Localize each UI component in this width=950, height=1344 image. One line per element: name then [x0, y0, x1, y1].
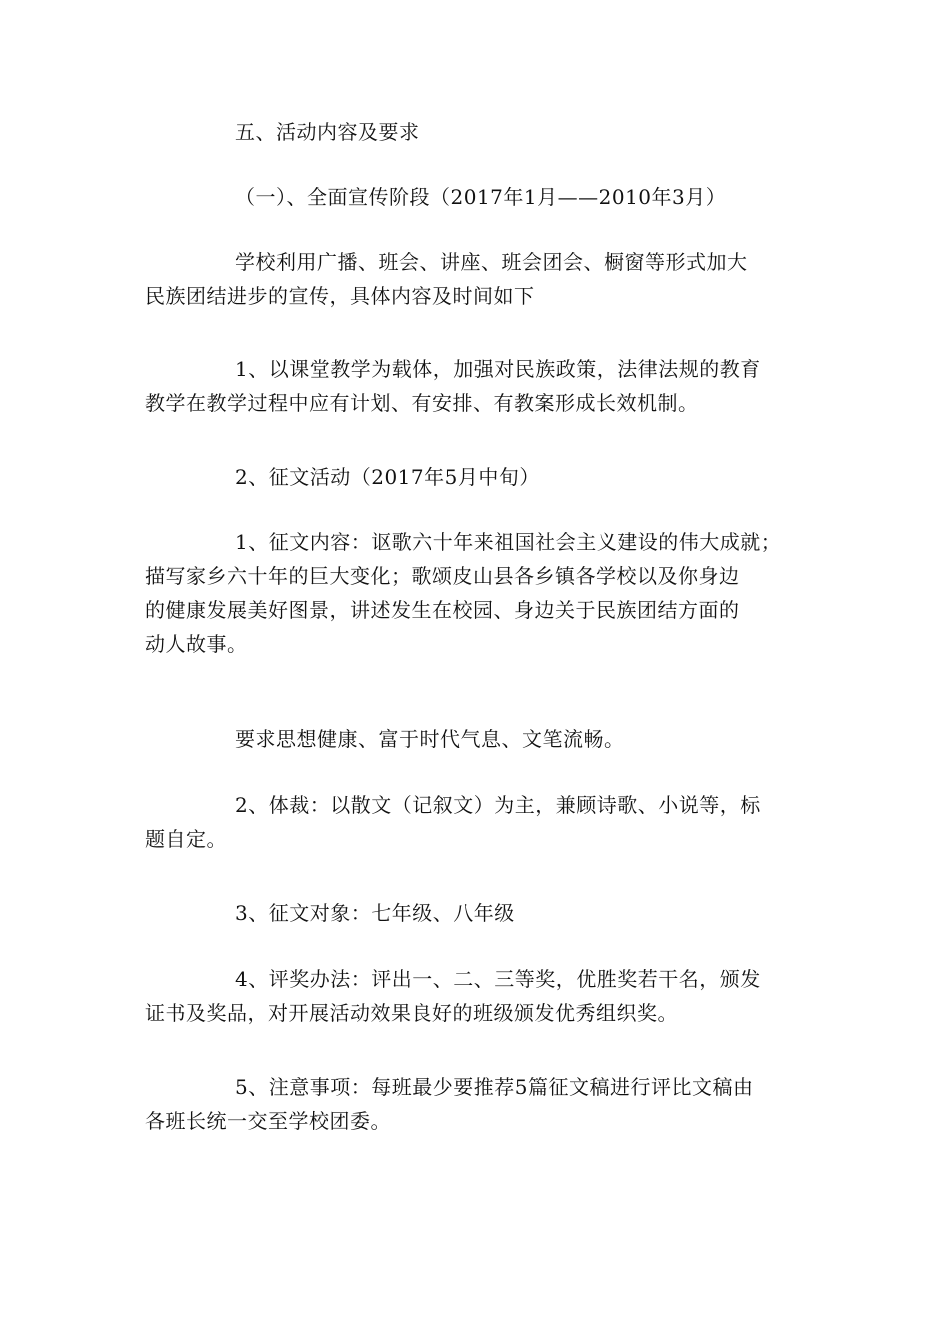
text-line: 4、评奖办法：评出一、二、三等奖，优胜奖若干名，颁发	[235, 967, 761, 991]
subsection-heading	[145, 180, 805, 214]
paragraph-item-1	[145, 352, 805, 420]
text-line: 动人故事。	[145, 632, 248, 656]
paragraph-notes	[145, 1070, 805, 1138]
paragraph-target	[145, 896, 805, 930]
text-line: 教学在教学过程中应有计划、有安排、有教案形成长效机制。	[145, 391, 699, 415]
text-line: （一）、全面宣传阶段（2017年1月——2010年3月）	[235, 185, 727, 209]
text-line: 的健康发展美好图景，讲述发生在校园、身边关于民族团结方面的	[145, 598, 740, 622]
text-line: 5、注意事项：每班最少要推荐5篇征文稿进行评比文稿由	[235, 1075, 754, 1099]
text-line: 证书及奖品，对开展活动效果良好的班级颁发优秀组织奖。	[145, 1001, 678, 1025]
text-line: 民族团结进步的宣传，具体内容及时间如下	[145, 284, 535, 308]
text-line: 学校利用广播、班会、讲座、班会团会、橱窗等形式加大	[235, 250, 748, 274]
text-line: 3、征文对象：七年级、八年级	[235, 901, 515, 925]
text-line: 2、体裁：以散文（记叙文）为主，兼顾诗歌、小说等，标	[235, 793, 761, 817]
paragraph-publicity	[145, 245, 805, 313]
text-line: 要求思想健康、富于时代气息、文笔流畅。	[235, 727, 625, 751]
paragraph-essay-content	[145, 525, 805, 661]
text-line: 题自定。	[145, 827, 227, 851]
paragraph-essay-activity	[145, 460, 805, 494]
text-line: 1、以课堂教学为载体，加强对民族政策，法律法规的教育	[235, 357, 761, 381]
text-line: 2、征文活动（2017年5月中旬）	[235, 465, 540, 489]
text-line: 各班长统一交至学校团委。	[145, 1109, 391, 1133]
paragraph-awards	[145, 962, 805, 1030]
paragraph-requirements	[145, 722, 805, 756]
text-line: 五、活动内容及要求	[235, 120, 420, 144]
paragraph-genre	[145, 788, 805, 856]
text-line: 描写家乡六十年的巨大变化；歌颂皮山县各乡镇各学校以及你身边	[145, 564, 740, 588]
text-line: 1、征文内容：讴歌六十年来祖国社会主义建设的伟大成就；	[235, 530, 782, 554]
section-heading	[145, 115, 805, 149]
